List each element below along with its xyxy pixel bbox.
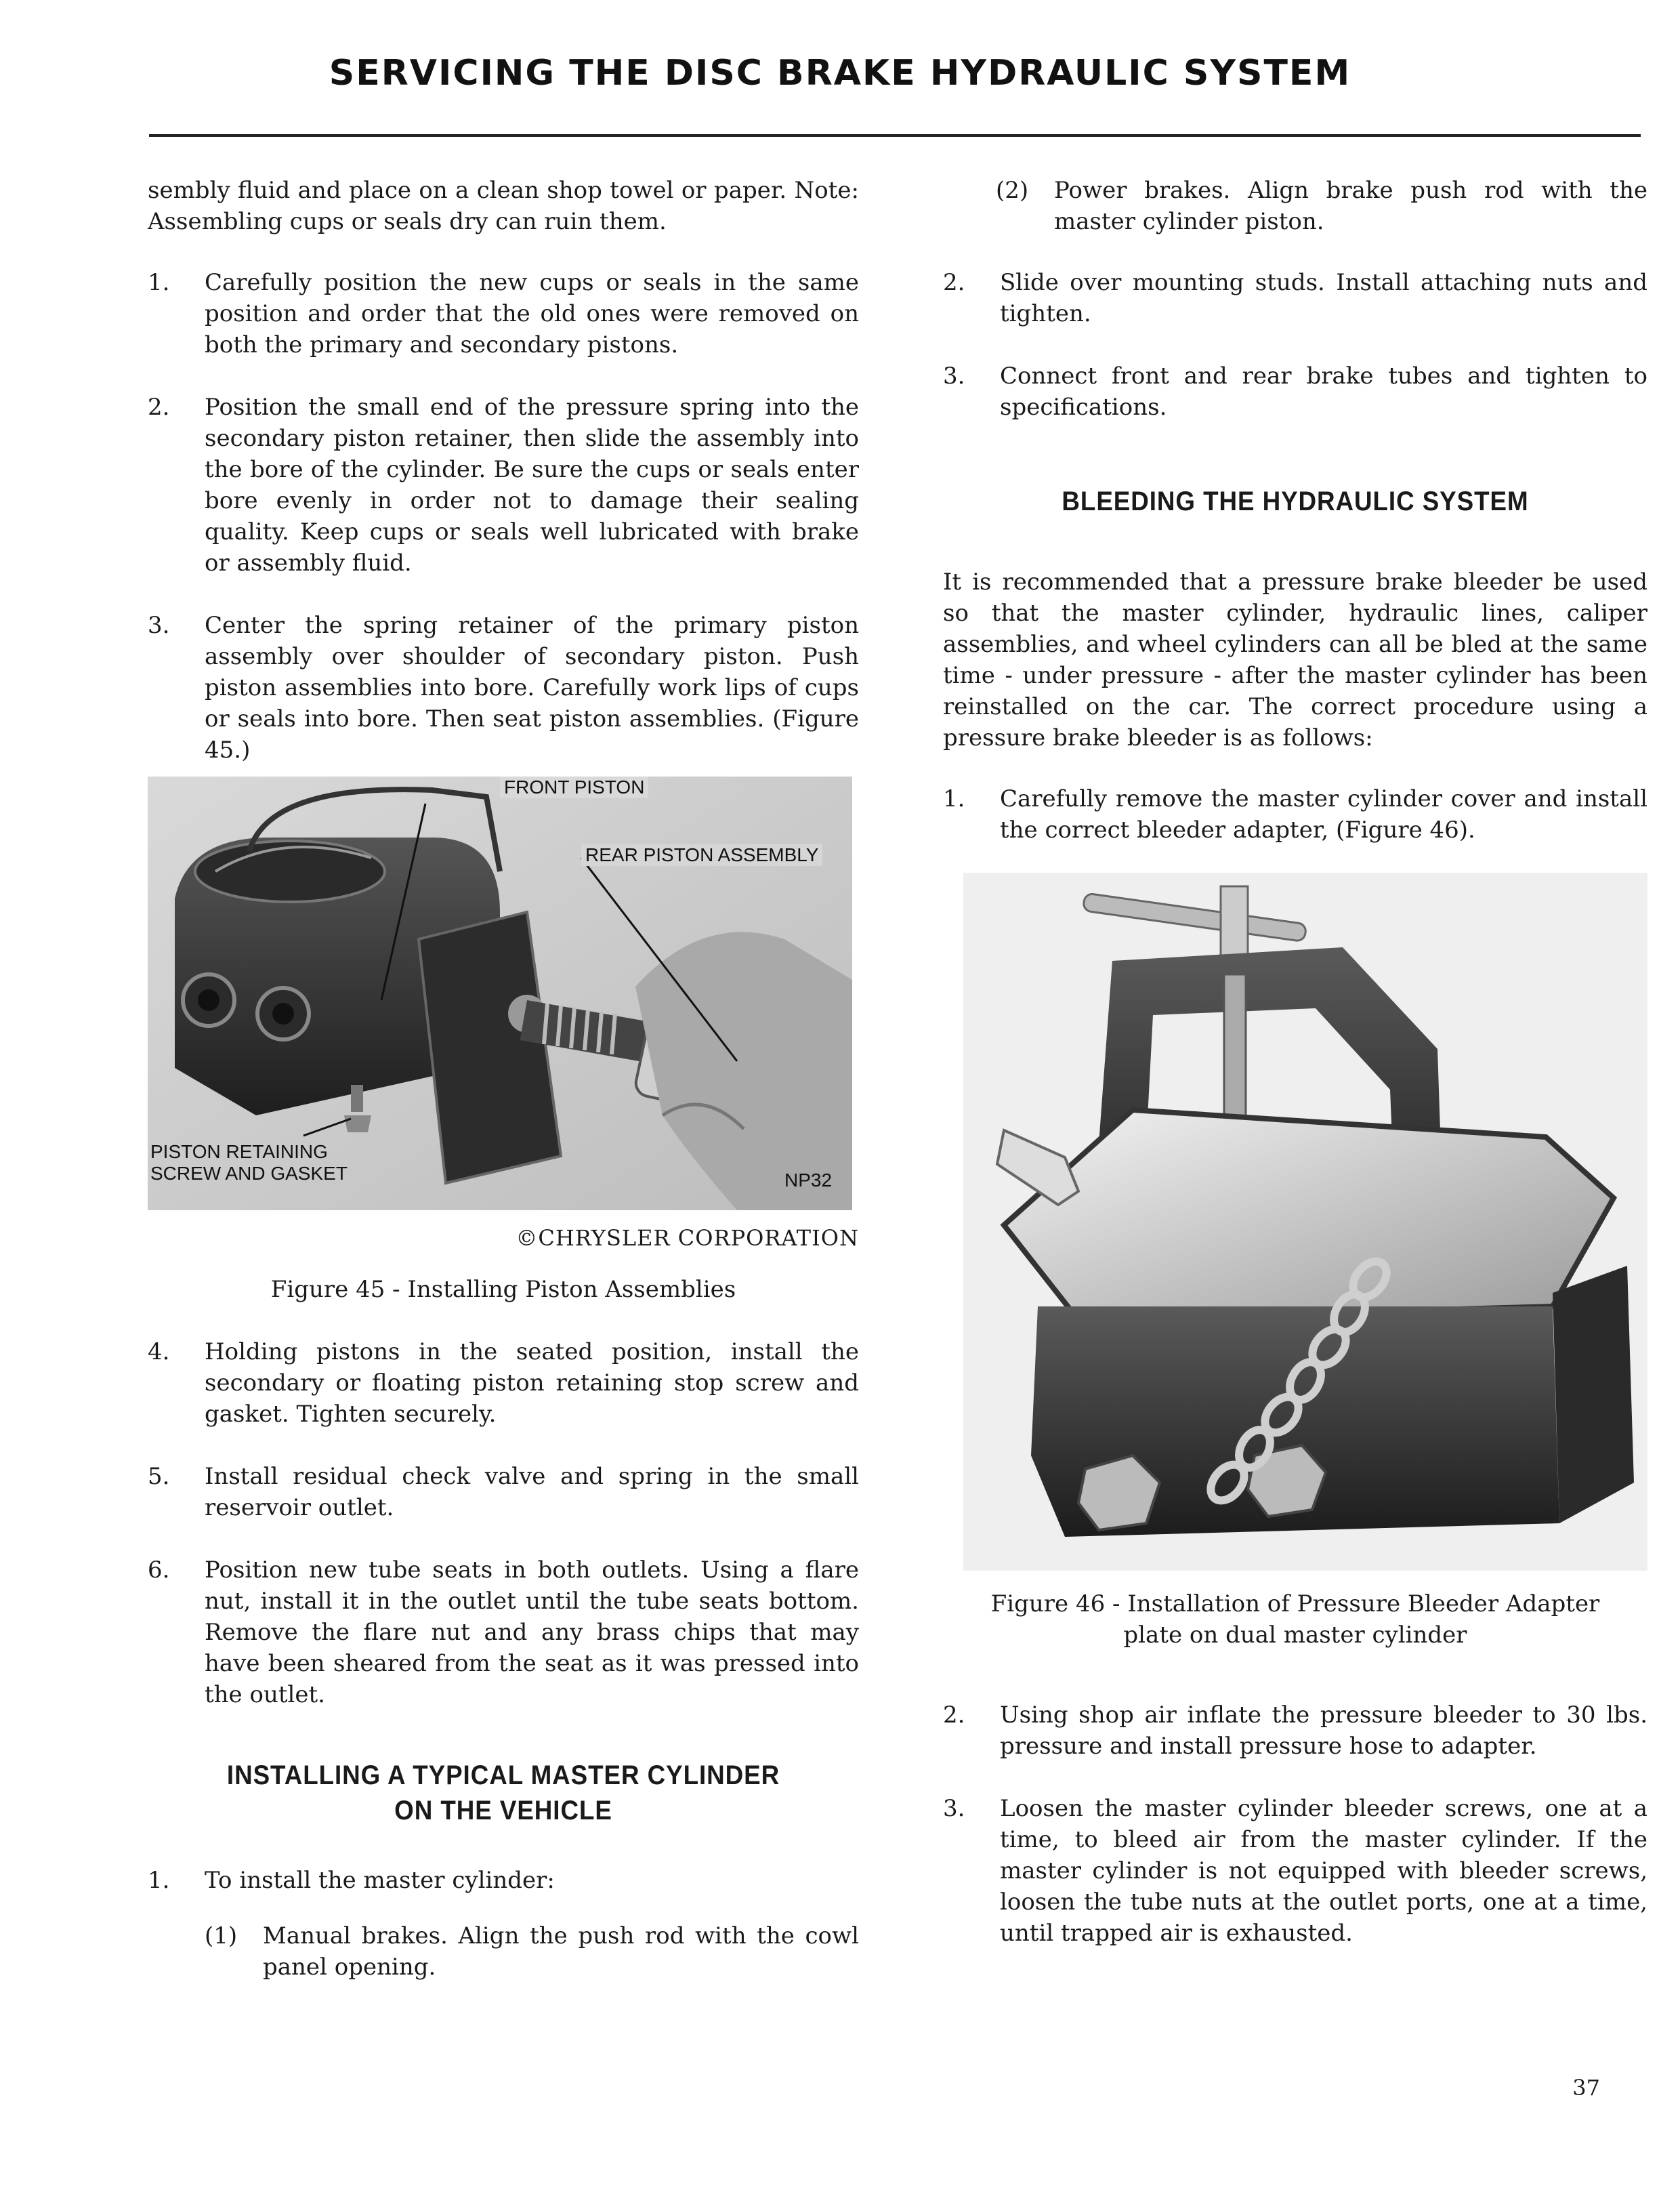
list-item [943,1793,1647,1949]
figure-46-caption-line2: plate on dual master cylinder [1123,1622,1467,1649]
bleeding-intro-paragraph: It is recommended that a pressure brake bleeder be used so that the master cylinder, hydraulic lines, caliper assemblies, and wheel cylinders can all be bled at the same time - under pressure - after the master cylinder has been reinstalled on the car. The correct procedure using a pressure brake bleeder is as follows: [943,569,1647,751]
item-number: 2. [943,269,965,296]
list-item [148,1336,859,1430]
rear-piston-label: REAR PISTON ASSEMBLY [581,844,822,866]
list-item [148,267,859,360]
figure-45 [148,777,859,1305]
item-text: Connect front and rear brake tubes and tighten to specifications. [1000,363,1647,421]
page-number: 37 [1572,2075,1600,2101]
copyright-notice: ©CHRYSLER CORPORATION [516,1225,859,1251]
item-text: Carefully position the new cups or seals in the same position and order that the old ones were removed on both the primary and secondary pistons. [205,269,859,358]
page-title: SERVICING THE DISC BRAKE HYDRAULIC SYSTEM [329,53,1351,94]
list-item [148,392,859,579]
piston-assembly-photo [148,777,852,1210]
list-item [148,610,859,766]
section-heading-installing [176,1758,831,1828]
item-number: 2. [943,1701,965,1729]
item-number: 6. [148,1556,170,1584]
heading-line-1: INSTALLING A TYPICAL MASTER CYLINDER [226,1760,780,1790]
front-piston-label: FRONT PISTON [500,777,648,798]
retaining-screw-label-line1: PISTON RETAINING [150,1141,328,1162]
section-heading-bleeding: BLEEDING THE HYDRAULIC SYSTEM [1062,487,1529,516]
item-number: 3. [148,612,170,639]
item-text: Using shop air inflate the pressure bleeder to 30 lbs. pressure and install pressure hose to adapter. [1000,1701,1647,1760]
left-column [148,175,859,2012]
item-number: 5. [148,1463,170,1490]
item-text: Carefully remove the master cylinder cover and install the correct bleeder adapter, (Figure 46). [1000,785,1647,844]
sub-item-text: Power brakes. Align brake push rod with the master cylinder piston. [1054,177,1647,235]
retaining-screw-label-line2: SCREW AND GASKET [150,1163,348,1184]
sub-item [996,175,1647,237]
item-text: Center the spring retainer of the primary piston assembly over shoulder of secondary piston. Push piston assemblies into bore. Carefully work lips of cups or seals into bore. Then seat piston assemblies. (Figure 45.) [205,612,859,764]
figure-45-caption: Figure 45 - Installing Piston Assemblies [270,1276,736,1303]
list-item [148,1461,859,1523]
item-text: Position new tube seats in both outlets. Using a flare nut, install it in the outlet until the tube seats bottom. Remove the flare nut and any brass chips that may have been sheared from the seat as it was pressed into the outlet. [205,1556,859,1708]
sub-item [205,1920,859,1983]
item-number: 3. [943,1795,965,1822]
bleeder-adapter-photo [963,873,1647,1571]
sub-item-number: (1) [205,1922,238,1949]
item-text: To install the master cylinder: [205,1867,555,1894]
list-item [943,1699,1647,1762]
figure-46-caption-line1: Figure 46 - Installation of Pressure Bleeder Adapter [990,1590,1600,1617]
header-rule [149,134,1641,137]
intro-paragraph: sembly fluid and place on a clean shop towel or paper. Note: Assembling cups or seals dry can ruin them. [148,177,859,235]
item-number: 4. [148,1338,170,1365]
right-column [943,175,1647,1980]
item-number: 1. [148,1867,170,1894]
sub-item-number: (2) [996,177,1029,204]
item-text: Loosen the master cylinder bleeder screws, one at a time, to bleed air from the master cylinder. If the master cylinder is not equipped with bleeder screws, loosen the tube nuts at the outlet ports, one at a time, until trapped air is exhausted. [1000,1795,1647,1947]
list-item [943,783,1647,846]
item-number: 1. [148,269,170,296]
list-item [943,360,1647,423]
item-text: Slide over mounting studs. Install attaching nuts and tighten. [1000,269,1647,327]
item-text: Install residual check valve and spring in the small reservoir outlet. [205,1463,859,1521]
figure-46 [943,873,1647,1651]
item-text: Position the small end of the pressure spring into the secondary piston retainer, then slide the assembly into the bore of the cylinder. Be sure the cups or seals enter bore evenly in order not to damage their sealing quality. Keep cups or seals well lubricated with brake or assembly fluid. [205,394,859,577]
heading-line-2: ON THE VEHICLE [394,1796,612,1825]
item-number: 2. [148,394,170,421]
sub-item-text: Manual brakes. Align the push rod with the cowl panel opening. [263,1922,859,1981]
bleeder-adapter-illustration [963,873,1647,1571]
item-text: Holding pistons in the seated position, install the secondary or floating piston retaining stop screw and gasket. Tighten securely. [205,1338,859,1428]
list-item [148,1865,859,1896]
figure-code: NP32 [784,1170,833,1191]
list-item [943,267,1647,329]
item-number: 1. [943,785,965,812]
list-item [148,1554,859,1710]
item-number: 3. [943,363,965,390]
